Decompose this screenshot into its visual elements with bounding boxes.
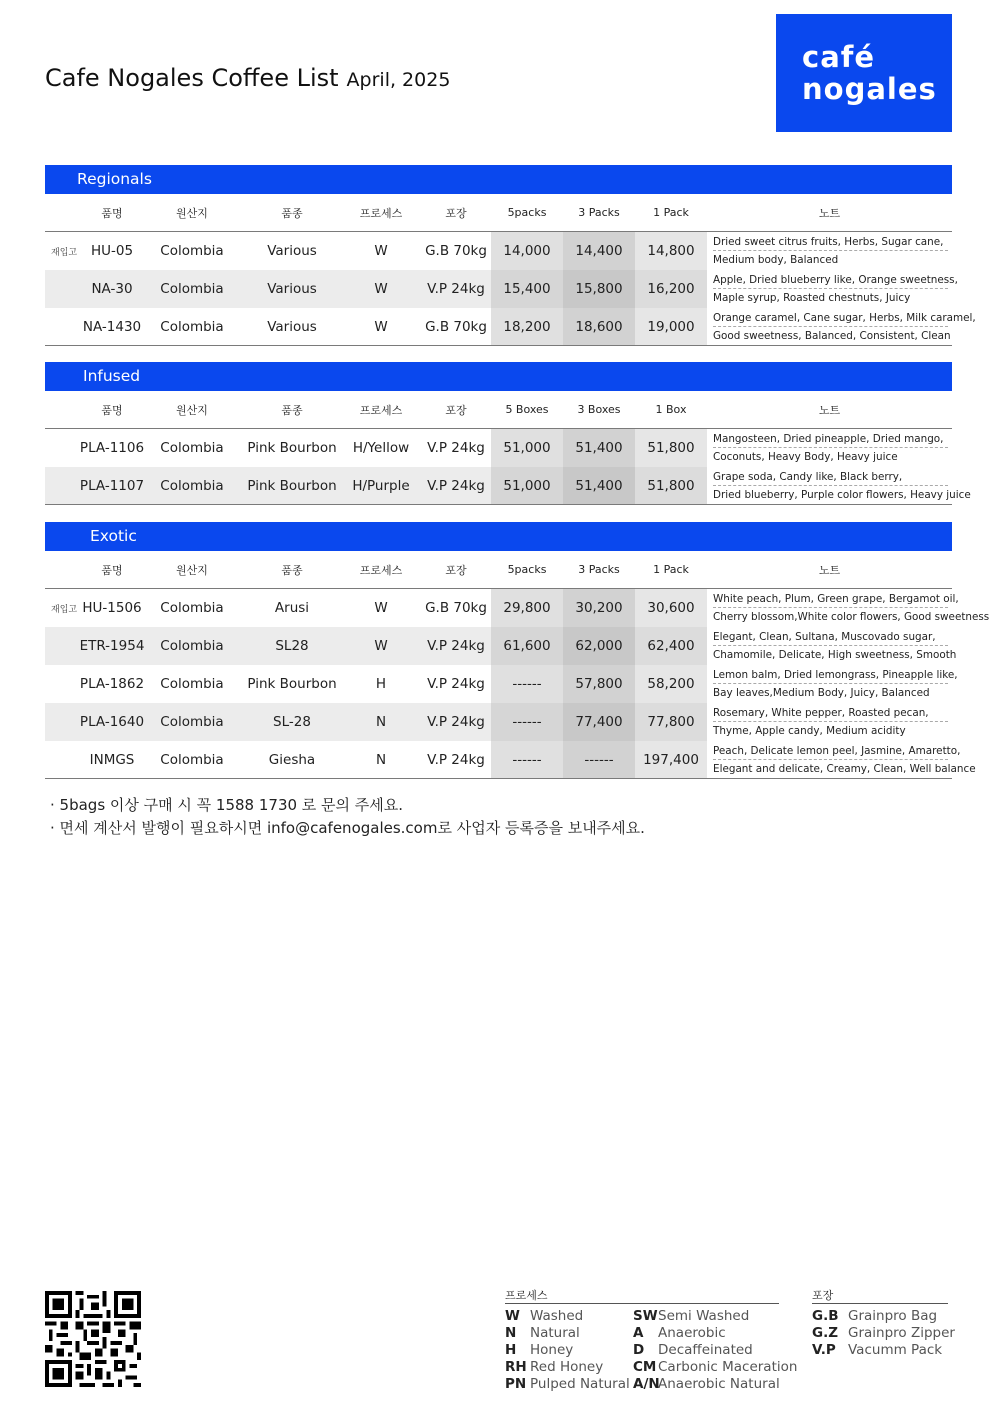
product-code: HU-05 <box>90 243 134 259</box>
price-tier-3: 58,200 <box>635 665 707 703</box>
legend-value: Grainpro Bag <box>848 1308 938 1324</box>
pack-legend-title: 포장 <box>812 1289 834 1302</box>
legend-key: W <box>505 1308 520 1324</box>
col-process-header: 프로세스 <box>359 206 403 220</box>
variety: Pink Bourbon <box>247 676 337 692</box>
legend-key: G.B <box>812 1308 839 1324</box>
origin: Colombia <box>160 440 224 456</box>
variety: SL-28 <box>273 714 311 730</box>
col-process-header: 프로세스 <box>359 563 403 577</box>
table-header <box>45 391 952 429</box>
tasting-notes-line-2: Good sweetness, Balanced, Consistent, Clean <box>713 330 951 342</box>
tasting-notes <box>707 429 952 467</box>
price-tier-1: ------ <box>491 703 563 741</box>
tasting-notes <box>707 589 990 627</box>
table-header <box>45 194 952 232</box>
tasting-notes-line-2: Bay leaves,Medium Body, Juicy, Balanced <box>713 687 930 699</box>
col-price-1-header: 5packs <box>507 563 547 576</box>
product-code: INMGS <box>89 751 135 768</box>
price-tier-1: 18,200 <box>491 308 563 345</box>
section-exotic <box>45 522 990 779</box>
table-header <box>45 551 952 589</box>
origin: Colombia <box>160 281 224 297</box>
price-tier-3: 51,800 <box>635 429 707 467</box>
section-banner: Infused <box>45 362 952 391</box>
section-infused <box>45 362 971 505</box>
tasting-notes-line-1: Apple, Dried blueberry like, Orange sweetness, <box>713 272 948 289</box>
tasting-notes-line-1: Peach, Delicate lemon peel, Jasmine, Amaretto, <box>713 743 948 760</box>
table-row <box>45 627 957 665</box>
brand-logo <box>776 14 952 132</box>
process: H/Purple <box>352 477 410 494</box>
packaging: V.P 24kg <box>427 281 485 297</box>
tasting-notes-line-2: Coconuts, Heavy Body, Heavy juice <box>713 451 898 463</box>
table-row <box>45 741 976 779</box>
product-code: PLA-1640 <box>79 714 145 730</box>
table-row <box>45 270 958 308</box>
tasting-notes <box>707 627 957 665</box>
origin: Colombia <box>160 477 224 494</box>
tasting-notes-line-2: Cherry blossom,White color flowers, Good sweetness <box>713 611 990 623</box>
price-tier-1: 61,600 <box>491 627 563 665</box>
page-title <box>45 64 450 92</box>
col-price-2-header: 3 Packs <box>578 563 620 576</box>
legend-value: Decaffeinated <box>658 1342 753 1358</box>
col-packaging-header: 포장 <box>445 206 467 220</box>
col-variety-header: 품종 <box>281 403 303 417</box>
legend-value: Washed <box>530 1308 584 1324</box>
price-tier-3: 16,200 <box>635 270 707 308</box>
legend-key: A <box>633 1325 644 1341</box>
tasting-notes <box>707 270 958 308</box>
legend-value: Anaerobic Natural <box>658 1376 780 1392</box>
packaging: V.P 24kg <box>427 638 485 654</box>
col-origin-header: 원산지 <box>176 403 208 417</box>
legend-key: G.Z <box>812 1325 838 1341</box>
product-code: HU-1506 <box>82 600 142 616</box>
legend-item <box>633 1325 797 1342</box>
title-text: Cafe Nogales Coffee List <box>45 64 339 92</box>
col-price-3-header: 1 Pack <box>653 563 689 576</box>
legend-key: A/N <box>633 1376 660 1392</box>
product-code: PLA-1106 <box>79 440 145 456</box>
origin: Colombia <box>160 243 224 259</box>
restock-badge: 재입고 <box>51 247 78 258</box>
legend-value: Anaerobic <box>658 1325 726 1341</box>
col-price-1-header: 5packs <box>507 206 547 219</box>
tasting-notes-line-1: Lemon balm, Dried lemongrass, Pineapple like, <box>713 667 948 684</box>
process-legend-right <box>633 1308 797 1393</box>
price-tier-1: 15,400 <box>491 270 563 308</box>
tasting-notes <box>707 467 971 504</box>
tasting-notes-line-2: Thyme, Apple candy, Medium acidity <box>713 725 906 737</box>
price-tier-3: 51,800 <box>635 467 707 504</box>
tasting-notes-line-2: Elegant and delicate, Creamy, Clean, Well balance <box>713 763 976 775</box>
process-legend-title: 프로세스 <box>505 1289 548 1302</box>
legend-item <box>505 1342 630 1359</box>
price-tier-2: 51,400 <box>563 429 635 467</box>
tasting-notes-line-2: Dried blueberry, Purple color flowers, Heavy juice <box>713 489 971 501</box>
price-tier-2: ------ <box>563 741 635 778</box>
price-tier-3: 197,400 <box>635 741 707 778</box>
process: W <box>374 600 388 616</box>
legend-value: Natural <box>530 1325 580 1341</box>
price-tier-1: ------ <box>491 665 563 703</box>
logo-line-1: café <box>802 40 876 74</box>
table-row <box>45 308 976 346</box>
variety: SL28 <box>275 638 309 654</box>
price-tier-3: 14,800 <box>635 232 707 270</box>
pack-legend <box>812 1308 955 1359</box>
tasting-notes-line-1: Rosemary, White pepper, Roasted pecan, <box>713 705 948 722</box>
price-tier-2: 30,200 <box>563 589 635 627</box>
legend-item <box>633 1359 797 1376</box>
legend-item <box>633 1342 797 1359</box>
variety: Various <box>267 243 317 259</box>
packaging: G.B 70kg <box>425 243 487 259</box>
process: H <box>375 676 387 692</box>
price-tier-1: 29,800 <box>491 589 563 627</box>
product-code: PLA-1107 <box>79 477 145 494</box>
tasting-notes <box>707 232 952 270</box>
legend-value: Red Honey <box>530 1359 604 1375</box>
col-notes-header: 노트 <box>818 206 841 220</box>
tasting-notes-line-1: Mangosteen, Dried pineapple, Dried mango, <box>713 431 948 448</box>
col-origin-header: 원산지 <box>176 206 208 220</box>
process: W <box>374 281 388 297</box>
variety: Giesha <box>268 751 316 768</box>
legend-item <box>812 1342 955 1359</box>
product-code: NA-1430 <box>82 318 142 335</box>
legend-key: PN <box>505 1376 527 1392</box>
tasting-notes <box>707 703 952 741</box>
legend-item <box>505 1308 630 1325</box>
process: N <box>375 751 387 768</box>
origin: Colombia <box>160 600 224 616</box>
qr-code-icon <box>45 1291 141 1387</box>
tasting-notes-line-1: Dried sweet citrus fruits, Herbs, Sugar cane, <box>713 234 948 251</box>
process: W <box>374 638 388 654</box>
process: H/Yellow <box>352 440 410 456</box>
footnote: · 5bags 이상 구매 시 꼭 1588 1730 로 문의 주세요. <box>50 796 404 814</box>
price-tier-2: 77,400 <box>563 703 635 741</box>
legend-item <box>812 1308 955 1325</box>
product-code: ETR-1954 <box>79 638 145 654</box>
packaging: V.P 24kg <box>427 714 485 730</box>
col-name-header: 품명 <box>101 563 123 577</box>
legend-item <box>505 1376 630 1393</box>
col-origin-header: 원산지 <box>176 563 208 577</box>
table-row <box>45 665 958 703</box>
process-legend-divider <box>505 1303 779 1304</box>
section-regionals <box>45 165 976 346</box>
process: W <box>374 243 388 259</box>
col-process-header: 프로세스 <box>359 403 403 417</box>
logo-line-2: nogales <box>802 72 937 106</box>
process: N <box>375 714 387 730</box>
legend-value: Grainpro Zipper <box>848 1325 955 1341</box>
price-tier-1: 14,000 <box>491 232 563 270</box>
product-code: PLA-1862 <box>79 676 145 692</box>
price-tier-1: 51,000 <box>491 467 563 504</box>
tasting-notes-line-2: Medium body, Balanced <box>713 254 839 266</box>
legend-key: H <box>505 1342 517 1358</box>
price-tier-2: 51,400 <box>563 467 635 504</box>
origin: Colombia <box>160 638 224 654</box>
table-row <box>45 703 952 741</box>
col-price-1-header: 5 Boxes <box>505 403 549 416</box>
section-banner: Regionals <box>45 165 952 194</box>
price-tier-2: 15,800 <box>563 270 635 308</box>
price-tier-2: 14,400 <box>563 232 635 270</box>
footnotes <box>50 794 645 840</box>
legend-key: V.P <box>812 1342 836 1358</box>
col-notes-header: 노트 <box>818 563 841 577</box>
legend-key: D <box>633 1342 645 1358</box>
price-tier-3: 62,400 <box>635 627 707 665</box>
product-code: NA-30 <box>91 281 133 297</box>
tasting-notes-line-1: White peach, Plum, Green grape, Bergamot oil, <box>713 591 948 608</box>
footnote: · 면세 계산서 발행이 필요하시면 info@cafenogales.com로 사업자 등록증을 보내주세요. <box>50 819 645 837</box>
tasting-notes-line-1: Elegant, Clean, Sultana, Muscovado sugar, <box>713 629 948 646</box>
price-tier-1: ------ <box>491 741 563 778</box>
legend-item <box>633 1308 797 1325</box>
restock-badge: 재입고 <box>51 604 78 615</box>
tasting-notes <box>707 665 958 703</box>
tasting-notes-line-2: Maple syrup, Roasted chestnuts, Juicy <box>713 292 911 304</box>
col-variety-header: 품종 <box>281 563 303 577</box>
col-variety-header: 품종 <box>281 206 303 220</box>
price-tier-3: 30,600 <box>635 589 707 627</box>
price-tier-3: 19,000 <box>635 308 707 345</box>
tasting-notes-line-2: Chamomile, Delicate, High sweetness, Smooth <box>713 649 957 661</box>
packaging: V.P 24kg <box>427 676 485 692</box>
variety: Various <box>267 318 317 335</box>
legend-item <box>505 1359 630 1376</box>
legend-value: Pulped Natural <box>530 1376 630 1392</box>
table-row <box>45 429 952 467</box>
legend-item <box>633 1376 797 1393</box>
tasting-notes <box>707 308 976 345</box>
legend-value: Honey <box>530 1342 574 1358</box>
price-tier-3: 77,800 <box>635 703 707 741</box>
col-packaging-header: 포장 <box>445 403 467 417</box>
legend-value: Semi Washed <box>658 1308 750 1324</box>
origin: Colombia <box>160 714 224 730</box>
packaging: V.P 24kg <box>427 751 485 768</box>
tasting-notes <box>707 741 976 778</box>
table-row <box>45 467 971 505</box>
col-price-2-header: 3 Boxes <box>577 403 621 416</box>
col-packaging-header: 포장 <box>445 563 467 577</box>
tasting-notes-line-1: Grape soda, Candy like, Black berry, <box>713 469 948 486</box>
process-legend-left <box>505 1308 630 1393</box>
table-row <box>45 232 952 270</box>
packaging: G.B 70kg <box>425 600 487 616</box>
variety: Various <box>267 281 317 297</box>
legend-item <box>812 1325 955 1342</box>
price-tier-2: 57,800 <box>563 665 635 703</box>
process: W <box>374 318 388 335</box>
legend-key: SW <box>633 1308 658 1324</box>
table-row <box>45 589 990 627</box>
price-tier-2: 18,600 <box>563 308 635 345</box>
origin: Colombia <box>160 751 224 768</box>
origin: Colombia <box>160 318 224 335</box>
legend-key: CM <box>633 1359 657 1375</box>
variety: Arusi <box>274 600 310 616</box>
price-tier-2: 62,000 <box>563 627 635 665</box>
legend-item <box>505 1325 630 1342</box>
col-price-3-header: 1 Box <box>655 403 687 416</box>
title-date: April, 2025 <box>346 69 451 91</box>
packaging: V.P 24kg <box>427 440 485 456</box>
section-banner: Exotic <box>45 522 952 551</box>
variety: Pink Bourbon <box>247 440 337 456</box>
col-notes-header: 노트 <box>818 403 841 417</box>
col-name-header: 품명 <box>101 206 123 220</box>
col-name-header: 품명 <box>101 403 123 417</box>
pack-legend-divider <box>812 1303 948 1304</box>
col-price-2-header: 3 Packs <box>578 206 620 219</box>
packaging: V.P 24kg <box>427 477 485 494</box>
legend-value: Vacumm Pack <box>848 1342 943 1358</box>
legend-key: RH <box>505 1359 527 1375</box>
legend-key: N <box>505 1325 517 1341</box>
packaging: G.B 70kg <box>425 318 487 335</box>
tasting-notes-line-1: Orange caramel, Cane sugar, Herbs, Milk caramel, <box>713 310 948 327</box>
legend-value: Carbonic Maceration <box>658 1359 798 1375</box>
variety: Pink Bourbon <box>247 477 337 494</box>
price-tier-1: 51,000 <box>491 429 563 467</box>
origin: Colombia <box>160 676 224 692</box>
col-price-3-header: 1 Pack <box>653 206 689 219</box>
